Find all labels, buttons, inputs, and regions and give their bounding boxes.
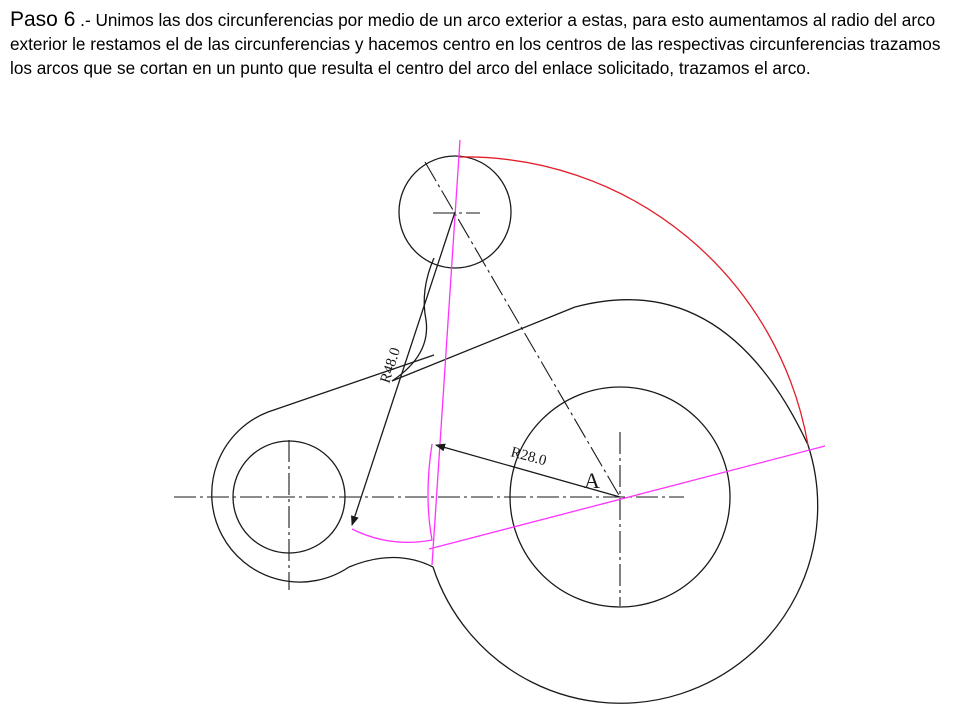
bottom-blend-arc bbox=[349, 558, 433, 568]
dimension-label-small: R28.0 bbox=[508, 444, 549, 470]
dimension-label-large: R48.0 bbox=[377, 345, 405, 386]
tangent-line-left bbox=[268, 355, 434, 412]
step-title: Paso 6 bbox=[10, 8, 76, 31]
upper-contour-arc bbox=[575, 300, 808, 445]
step-separator: .- bbox=[75, 10, 96, 30]
outer-large-arc bbox=[433, 445, 818, 703]
step-text: Unimos las dos circunferencias por medio de un arco exterior a estas, para esto aumentamos al radio del arco exterior le restamos el de las circunferencias y hacemos centro en los centros de las respectivas circunferencias trazamos los arcos que se cortan en un punto que resulta el centro del arco del enlace solicitado, trazamos el arco. bbox=[10, 10, 941, 78]
construction-line-vertical bbox=[432, 140, 460, 565]
point-label-a: A bbox=[584, 468, 600, 493]
dimension-line-large bbox=[352, 212, 455, 525]
construction-arc bbox=[352, 444, 432, 542]
tangent-arc-result bbox=[459, 157, 808, 445]
